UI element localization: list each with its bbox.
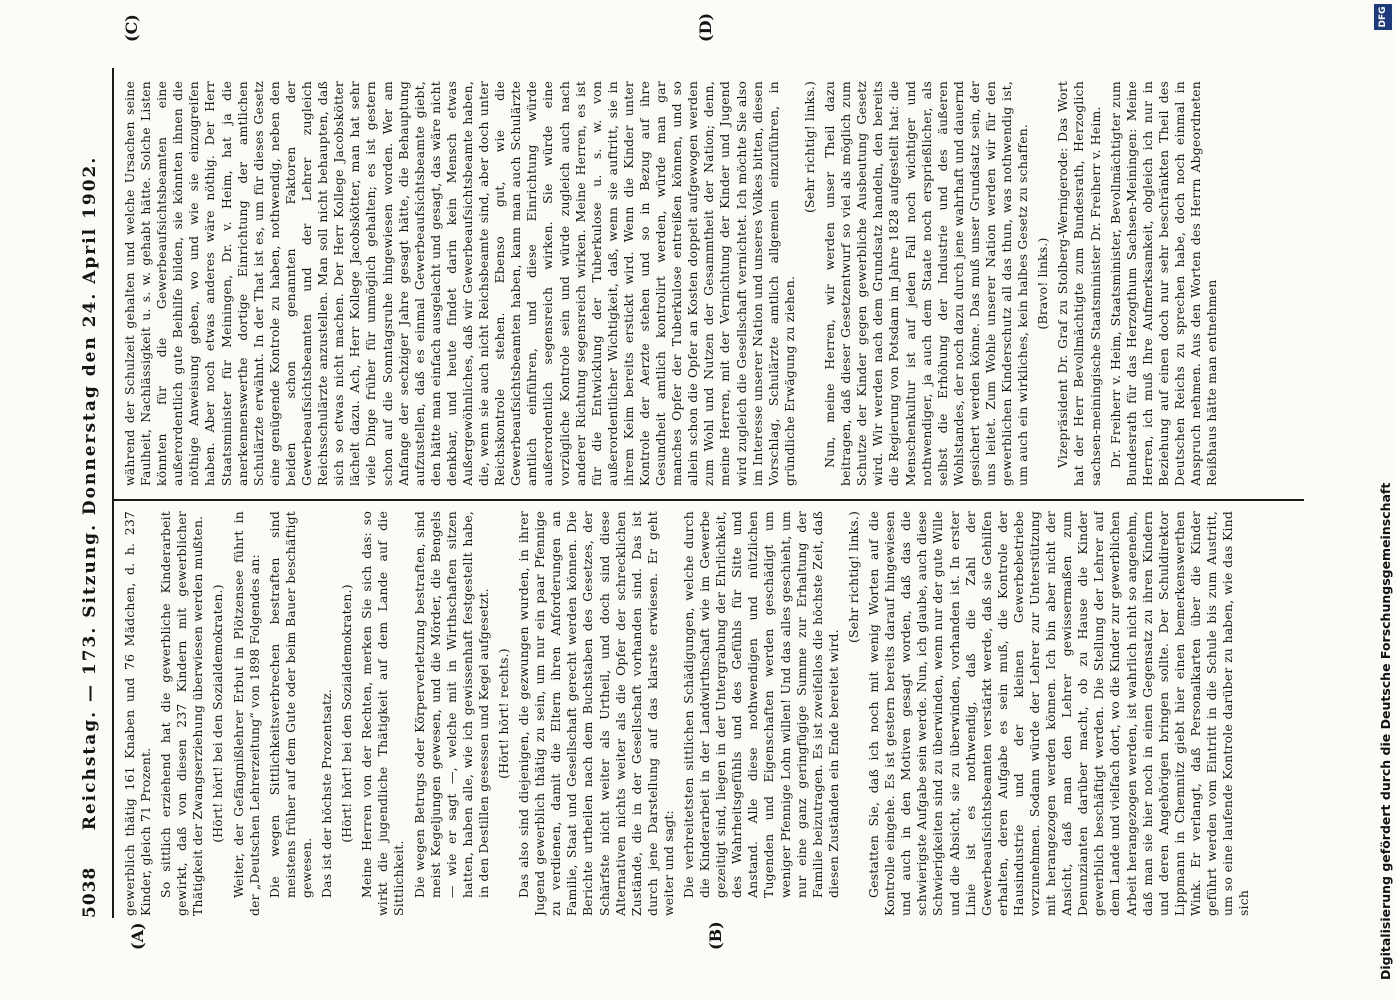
interjection: (Hört! hört! bei den Sozialdemokraten.) [339, 584, 355, 843]
page-title: Reichstag. — 173. Sitzung. Donnerstag den 24. April 1902. [80, 155, 100, 831]
quote: Die verbreitetsten sittlichen Schädigungen, welche durch die Kinderarbeit in der Landwirthschaft wie im Gewerbe gezeitigt sind, liegen in der Untergrabung der Ehrlichkeit, des Wahrheitsgefühls und des Gefühls für Sitte und Anstand. Alle diese nothwendigen und nützlichen Tugenden und Eigenschaften werden geschädigt um weniger Pfennige Lohn willen! Und das alles geschieht, um nur eine ganz geringfügige Summe zur Erhaltung der Familie beizutragen. Es ist zweifellos die höchste Zeit, daß diesen Zuständen ein Ende bereitet wird. [681, 511, 841, 898]
interjection: (Bravo! links.) [1035, 237, 1051, 330]
margin-letter-a: (A) [128, 922, 147, 950]
page-header [80, 68, 110, 918]
speaker-paragraph: Dr. Freiherr v. Heim, Staatsminister, Bevollmächtigter zum Bundesrath für das Herzogthum Sachsen-Meiningen: Meine Herren, ich muß Ihre Aufmerksamkeit, obgleich ich nur in Beziehung auf einen doch nur sehr beschränkten Theil des Deutschen Reichs zu sprechen habe, doch noch einmal in Anspruch nehmen. Aus den Worten des Herrn Abgeordneten Reißhaus hätte man entnehmen [1107, 81, 1220, 486]
dfg-logo: DFG [1374, 4, 1392, 30]
column-divider [114, 499, 1304, 501]
interjection: (Sehr richtig! links.) [801, 81, 817, 214]
interjection: (Sehr richtig! links.) [845, 511, 861, 644]
page-number: 5038 [80, 866, 100, 918]
speaker-paragraph: Vizepräsident Dr. Graf zu Stolberg-Wernigerode: Das Wort hat der Herr Bevollmächtigte zum Bundesrath, Herzoglich sachsen-meiningische Staatsminister Dr. Freiherr v. Heim. [1055, 81, 1103, 486]
paragraph: Meine Herren von der Rechten, merken Sie sich das: so wirkt die jugendliche Thätigkeit auf dem Lande auf die Sittlichkeit. [359, 511, 407, 916]
digitization-note: Digitalisierung gefördert durch die Deutsche Forschungsgemeinschaft [1378, 482, 1393, 980]
header-rule [112, 68, 114, 918]
paragraph: während der Schulzeit gehalten und welche Ursachen seine Faulheit, Nachlässigkeit u. s. w. gehabt hätte. Solche Listen könnten für die Gewerbeaufsichtsbeamten eine außerordentlich gute Beihilfe bilden, sie könnten ihnen die nöthige Anweisung geben, wo und wie sie einzugreifen haben. Aber noch etwas anderes wäre nöthig. Der Herr Staatsminister für Meiningen, Dr. v. Heim, hat ja die anerkennenswerthe dortige Einrichtung der amtlichen Schulärzte erwähnt. In der That ist es, um für dieses Gesetz eine genügende Kontrole zu haben, nothwendig, neben den beiden schon genannten Faktoren der Gewerbeaufsichtsbeamten und der Lehrer zugleich Reichsschulärzte anzustellen. Man soll nicht behaupten, daß sich so etwas nicht machen. Der Herr Kollege Jacobskötter lächelt dazu. Ach, Herr Kollege Jacobskötter, man hat sehr viele Dinge früher für unmöglich gehalten; es ist gestern schon auf die Sonntagsruhe hingewiesen worden. Wer am Anfange der sechziger Jahre gesagt hätte, die Behauptung aufzustellen, daß es einmal Gewerbeaufsichtsbeamte giebt, den hätte man einfach ausgelacht und gesagt, das wäre nicht denkbar, und heute findet darin kein Mensch etwas Außergewöhnliches, daß wir Gewerbeaufsichtsbeamte haben, die, wenn sie auch nicht Reichsbeamte sind, aber doch unter Reichskontrole stehen. Ebenso gut, wie die Gewerbeaufsichtsbeamten haben, kann man auch Schulärzte amtlich einführen, und diese Einrichtung würde außerordentlich segensreich wirken. Sie würde eine vorzügliche Kontrole sein und würde zugleich auch nach anderer Richtung segensreich wirken. Meine Herren, es ist für die Entwicklung der Tuberkulose u. s. w. von außerordentlicher Wichtigkeit, daß, wenn sie auftritt, sie in ihrem Keim bereits erstickt wird. Wenn die Kinder unter Kontrole der Aerzte stehen und so in Bezug auf ihre Gesundheit amtlich kontrolirt werden, würde man gar manches Opfer der Tuberkulose entreißen können, und so allein schon die Opfer an Kosten doppelt aufgewogen werden zum Wohl und Nutzen der Gesammtheit der Nation; denn, meine Herren, mit der Vernichtung der Kinder und Jugend wird zugleich die Gesellschaft vernichtet. Ich möchte Sie also im Interesse unserer Nation und unseres Volkes bitten, diesen Vorschlag, Schulärzte amtlich allgemein einzuführen, in gründliche Erwägung zu ziehen. [122, 81, 797, 486]
interjection: (Hört! hört! rechts.) [495, 648, 511, 779]
paragraph: Nun, meine Herren, wir werden unser Theil dazu beitragen, daß dieser Gesetzentwurf so viel als möglich zum Schutze der Kinder gegen gewerbliche Ausbeutung Gesetz wird. Wir werden nach dem Grundsatz handeln, den bereits die Regierung von Potsdam im Jahre 1828 aufgestellt hat: die Menschenkultur ist auf jeden Fall noch wichtiger und nothwendiger, ja auch dem Staate noch ersprießlicher, als selbst die Erhöhung der Industrie und des äußeren Wohlstandes, der noch dazu durch jene wahrhaft und dauernd gesichert werden könne. Das muß unser Grundsatz sein, der uns leitet. Zum Wohle unserer Nation werden wir für den gewerblichen Kinderschutz all das thun, was nothwendig ist, um auch ein wirkliches, kein halbes Gesetz zu schaffen. [822, 81, 1031, 486]
margin-letter-c: (C) [122, 14, 141, 42]
interjection: (Hört! hört! bei den Sozialdemokraten.) [210, 584, 226, 843]
quote: Die wegen Sittlichkeitsverbrechen bestraften sind meistens früher auf dem Gute oder beim Bauer beschäftigt gewesen. [266, 511, 314, 898]
paragraph: Das also sind diejenigen, die gezwungen wurden, in ihrer Jugend gewerblich thätig zu sein, um nur ein paar Pfennige zu verdienen, damit die Eltern ihren Anforderungen an Familie, Staat und Gesellschaft gerecht werden können. Die Berichte urtheilen nach dem Buchstaben des Gesetzes, der Schärfste nicht weiter als Urtheil, und doch sind diese Alternativen nichts weiter als die Opfer der schrecklichen Zustände, die in der Gesellschaft vorhanden sind. Das ist durch jene Darstellung auf das klarste erwiesen. Er geht weiter und sagt: [516, 511, 676, 916]
paragraph: Gestatten Sie, daß ich noch mit wenig Worten auf die Kontrolle eingehe. Es ist gestern bereits darauf hingewiesen und auch in den Motiven gesagt worden, daß das die schwierigste Aufgabe sein werde. Nun, ich glaube, auch diese Schwierigkeiten sind zu überwinden, wenn nur der gute Wille und die Absicht, sie zu überwinden, vorhanden ist. In erster Linie ist es nothwendig, daß die Zahl der Gewerbeaufsichtsbeamten verstärkt werde, daß sie Gehilfen erhalten, deren Aufgabe es sein muß, die Kontrole der Hausindustrie und der kleinen Gewerbebetriebe vorzunehmen. Sodann würde der Lehrer zur Unterstützung mit herangezogen werden können. Ich bin aber nicht der Ansicht, daß man den Lehrer gewissermaßen zum Denunzianten darüber macht, ob zu Hause die Kinder gewerblich beschäftigt werden. Die Stellung der Lehrer auf dem Lande und vielfach dort, wo die Kinder zur gewerblichen Arbeit herangezogen werden, ist wahrlich nicht so angenehm, daß man sie hier noch in einen Gegensatz zu ihren Kindern und deren Angehörigen bringen sollte. Der Schuldirektor Lippmann in Chemnitz giebt hier einen bemerkenswerthen Wink. Er verlangt, daß Personalkarten über die Kinder geführt werden vom Eintritt in die Schule bis zum Austritt, um so eine laufende Kontrole darüber zu haben, wie das Kind sich [866, 511, 1252, 916]
paragraph: Weiter, der Gefängnißlehrer Erbut in Plötzensee führt in der „Deutschen Lehrerzeitung“ von 1898 Folgendes an: [230, 511, 262, 916]
quote: Die wegen Betrugs oder Körperverletzung bestraften, sind meist Kegeljungen gewesen, und die Mörder, die Bengels — wie er sagt —, welche mit in Wirthschaften sitzen hatten, haben alle, wie ich gewissenhaft festgestellt habe, in den Destillen gesessen und Kegel aufgesetzt. [411, 511, 491, 898]
paragraph: gewerblich thätig 161 Knaben und 76 Mädchen, d. h. 237 Kinder, gleich 71 Prozent. [122, 511, 154, 916]
quote: Das ist der höchste Prozentsatz. [319, 688, 335, 898]
margin-letter-b: (B) [706, 921, 725, 950]
left-column [122, 511, 1302, 916]
right-column [122, 81, 1302, 486]
margin-letter-d: (D) [696, 12, 715, 42]
paragraph: So sittlich erziehend hat die gewerbliche Kinderarbeit gewirkt, daß von diesen 237 Kindern mit gewerblicher Thätigkeit der Zwangserziehung überwiesen werden mußten. [158, 511, 206, 916]
